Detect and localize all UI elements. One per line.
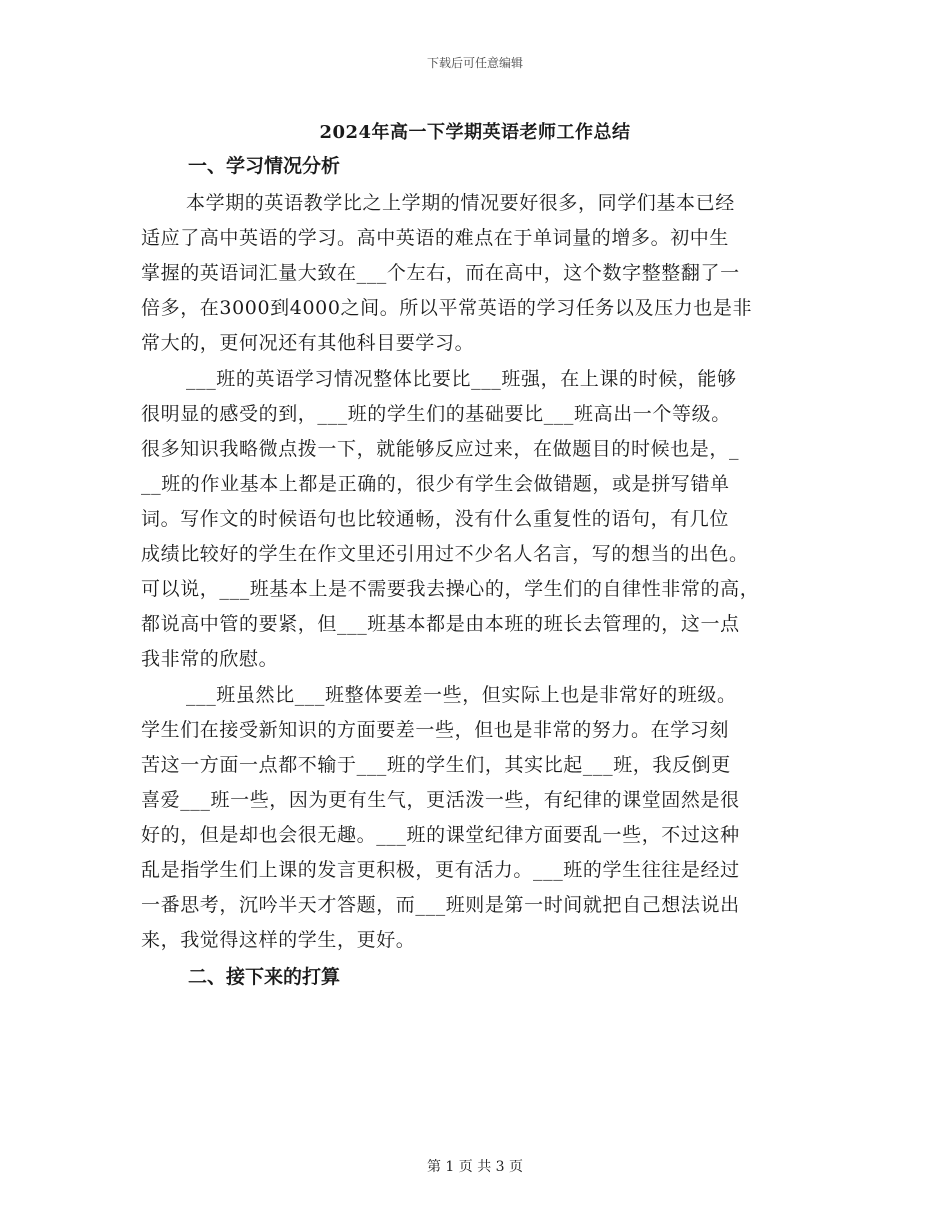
text-line: 很明显的感受的到，___班的学生们的基础要比___班高出一个等级。 [141,403,731,425]
paragraph [141,186,811,361]
text-line: 学生们在接受新知识的方面要差一些，但也是非常的努力。在学习刻 [141,719,730,741]
document-body [141,148,811,995]
text-line: 一番思考，沉吟半天才答题，而___班则是第一时间就把自己想法说出 [141,894,740,916]
text-line: ___班虽然比___班整体要差一些，但实际上也是非常好的班级。 [186,684,737,706]
text-line: 我非常的欣慰。 [141,648,279,670]
section-heading-learning-analysis: 一、学习情况分析 [188,155,341,177]
text-line: 来，我觉得这样的学生，更好。 [141,929,416,951]
page-header-note: 下载后可任意编辑 [426,56,523,70]
page-number-footer: 第 1 页 共 3 页 [426,1159,524,1175]
text-line: 乱是指学生们上课的发言更积极，更有活力。___班的学生往往是经过 [141,859,740,881]
section-heading-next-plan: 二、接下来的打算 [188,966,341,988]
paragraph [141,678,811,958]
text-line: 本学期的英语教学比之上学期的情况要好很多，同学们基本已经 [186,192,735,214]
text-line: ___班的英语学习情况整体比要比___班强，在上课的时候，能够 [186,368,737,390]
text-line: 可以说，___班基本上是不需要我去操心的，学生们的自律性非常的高， [141,578,760,600]
text-line: 好的，但是却也会很无趣。___班的课堂纪律方面要乱一些，不过这种 [141,824,740,846]
paragraph [141,362,811,677]
text-line: 词。写作文的时候语句也比较通畅，没有什么重复性的语句，有几位 [141,508,730,530]
text-line: __班的作业基本上都是正确的，很少有学生会做错题，或是拼写错单 [141,473,730,495]
text-line: 掌握的英语词汇量大致在___个左右，而在高中，这个数字整整翻了一 [141,262,740,284]
document-title: 2024年高一下学期英语老师工作总结 [319,122,631,143]
text-line: 成绩比较好的学生在作文里还引用过不少名人名言，写的想当的出色。 [141,543,749,565]
text-line: 喜爱___班一些，因为更有生气，更活泼一些，有纪律的课堂固然是很 [141,789,740,811]
text-line: 倍多，在3000到4000之间。所以平常英语的学习任务以及压力也是非 [141,297,753,319]
text-line: 都说高中管的要紧，但___班基本都是由本班的班长去管理的，这一点 [141,613,740,635]
text-line: 常大的，更何况还有其他科目要学习。 [141,332,475,354]
text-line: 苦这一方面一点都不输于___班的学生们，其实比起___班，我反倒更 [141,754,731,776]
text-line: 很多知识我略微点拨一下，就能够反应过来，在做题目的时候也是，_ [141,438,740,460]
text-line: 适应了高中英语的学习。高中英语的难点在于单词量的增多。初中生 [141,227,730,249]
